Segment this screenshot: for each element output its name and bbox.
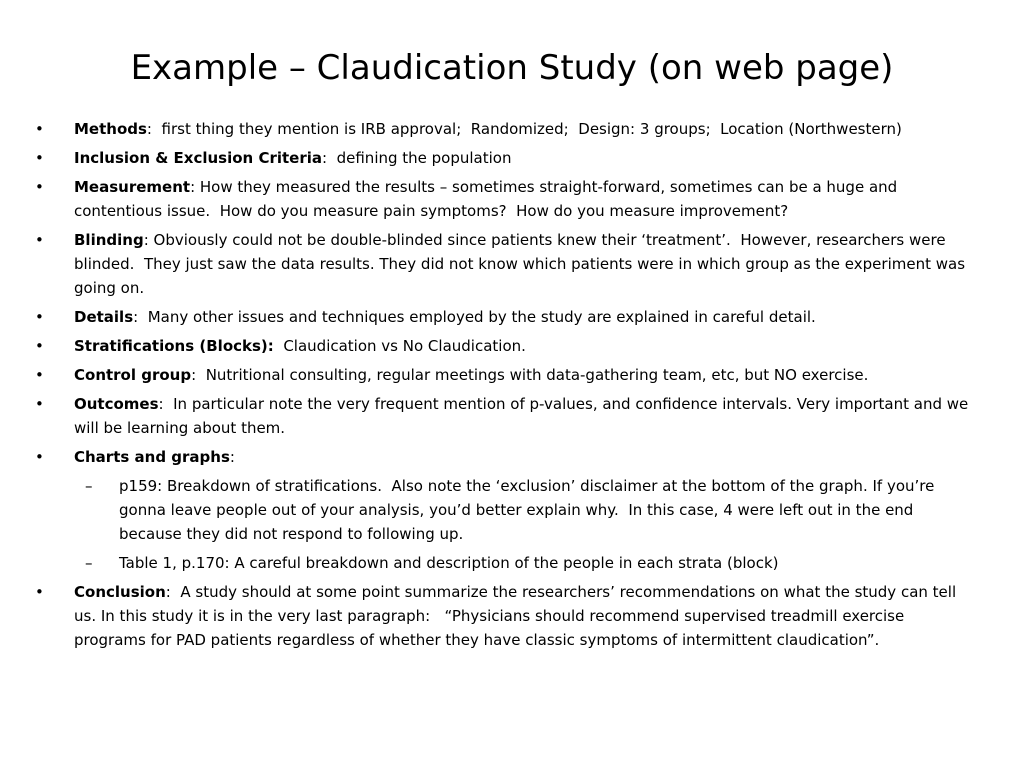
bullet-sep: : xyxy=(133,308,148,326)
bullet-text: Many other issues and techniques employed by the study are explained in careful detail. xyxy=(147,308,816,326)
bullet-marker: • xyxy=(35,231,44,249)
bullet-marker: • xyxy=(35,178,44,196)
bullet-label: Blinding xyxy=(74,231,144,249)
bullet-control-group xyxy=(35,363,975,387)
bullet-label: Conclusion xyxy=(74,583,166,601)
bullet-label: Charts and graphs xyxy=(74,448,230,466)
bullet-charts-graphs xyxy=(35,445,975,469)
bullet-label: Methods xyxy=(74,120,147,138)
bullet-label: Stratifications (Blocks): xyxy=(74,337,274,355)
bullet-sep: : xyxy=(165,583,181,601)
bullet-text: Obviously could not be double-blinded since patients knew their ‘treatment’. However, researchers were blinded. They just saw the data results. They did not know which patients were in which group as the experiment was going on. xyxy=(74,231,970,297)
bullet-sep: : xyxy=(143,231,154,249)
sub-bullet-text: p159: Breakdown of stratifications. Also note the ‘exclusion’ disclaimer at the bottom of the graph. If you’re gonna leave people out of your analysis, you’d better explain why. In this case, 4 were left out in the end because they did not respond to following up. xyxy=(119,477,940,543)
bullet-sep: : xyxy=(191,366,206,384)
bullet-text: In particular note the very frequent mention of p-values, and confidence intervals. Very important and we will be learning about them. xyxy=(74,395,974,437)
bullet-marker: • xyxy=(35,120,44,138)
bullet-marker: • xyxy=(35,308,44,326)
bullet-sep xyxy=(274,337,284,355)
bullet-sep: : xyxy=(190,178,200,196)
dash-marker: – xyxy=(85,477,93,495)
bullet-methods xyxy=(35,117,975,141)
bullet-label: Inclusion & Exclusion Criteria xyxy=(74,149,323,167)
bullet-text: first thing they mention is IRB approval; Randomized; Design: 3 groups; Location (Northwestern) xyxy=(161,120,902,138)
bullet-sep: : xyxy=(229,448,235,466)
bullet-label: Control group xyxy=(74,366,192,384)
bullet-stratifications xyxy=(35,334,975,358)
bullet-details xyxy=(35,305,975,329)
sub-bullet-p159 xyxy=(35,474,975,546)
bullet-sep: : xyxy=(322,149,337,167)
bullet-marker: • xyxy=(35,366,44,384)
bullet-marker: • xyxy=(35,337,44,355)
dash-marker: – xyxy=(85,554,93,572)
bullet-measurement xyxy=(35,175,975,223)
bullet-label: Outcomes xyxy=(74,395,159,413)
bullet-text: A study should at some point summarize the researchers’ recommendations on what the study can tell us. In this study it is in the very last paragraph: “Physicians should recommend supervised treadmill exercise programs for PAD patients regardless of whether they have classic symptoms of intermittent claudication”. xyxy=(74,583,961,649)
sub-bullet-table1 xyxy=(35,551,975,575)
bullet-sep: : xyxy=(146,120,162,138)
bullet-marker: • xyxy=(35,448,44,466)
bullet-blinding xyxy=(35,228,975,300)
bullet-label: Measurement xyxy=(74,178,191,196)
slide-title: Example – Claudication Study (on web page) xyxy=(130,48,894,88)
slide-body xyxy=(35,117,975,657)
bullet-text: defining the population xyxy=(336,149,512,167)
bullet-text: Claudication vs No Claudication. xyxy=(283,337,526,355)
bullet-label: Details xyxy=(74,308,134,326)
bullet-text: How they measured the results – sometimes straight-forward, sometimes can be a huge and contentious issue. How do you measure pain symptoms? How do you measure improvement? xyxy=(74,178,902,220)
bullet-marker: • xyxy=(35,583,44,601)
bullet-text: Nutritional consulting, regular meetings with data-gathering team, etc, but NO exercise. xyxy=(205,366,869,384)
bullet-marker: • xyxy=(35,395,44,413)
bullet-sep: : xyxy=(158,395,174,413)
bullet-conclusion xyxy=(35,580,975,652)
sub-bullet-text: Table 1, p.170: A careful breakdown and description of the people in each strata (block) xyxy=(119,554,779,572)
bullet-inclusion-exclusion xyxy=(35,146,975,170)
bullet-outcomes xyxy=(35,392,975,440)
bullet-marker: • xyxy=(35,149,44,167)
